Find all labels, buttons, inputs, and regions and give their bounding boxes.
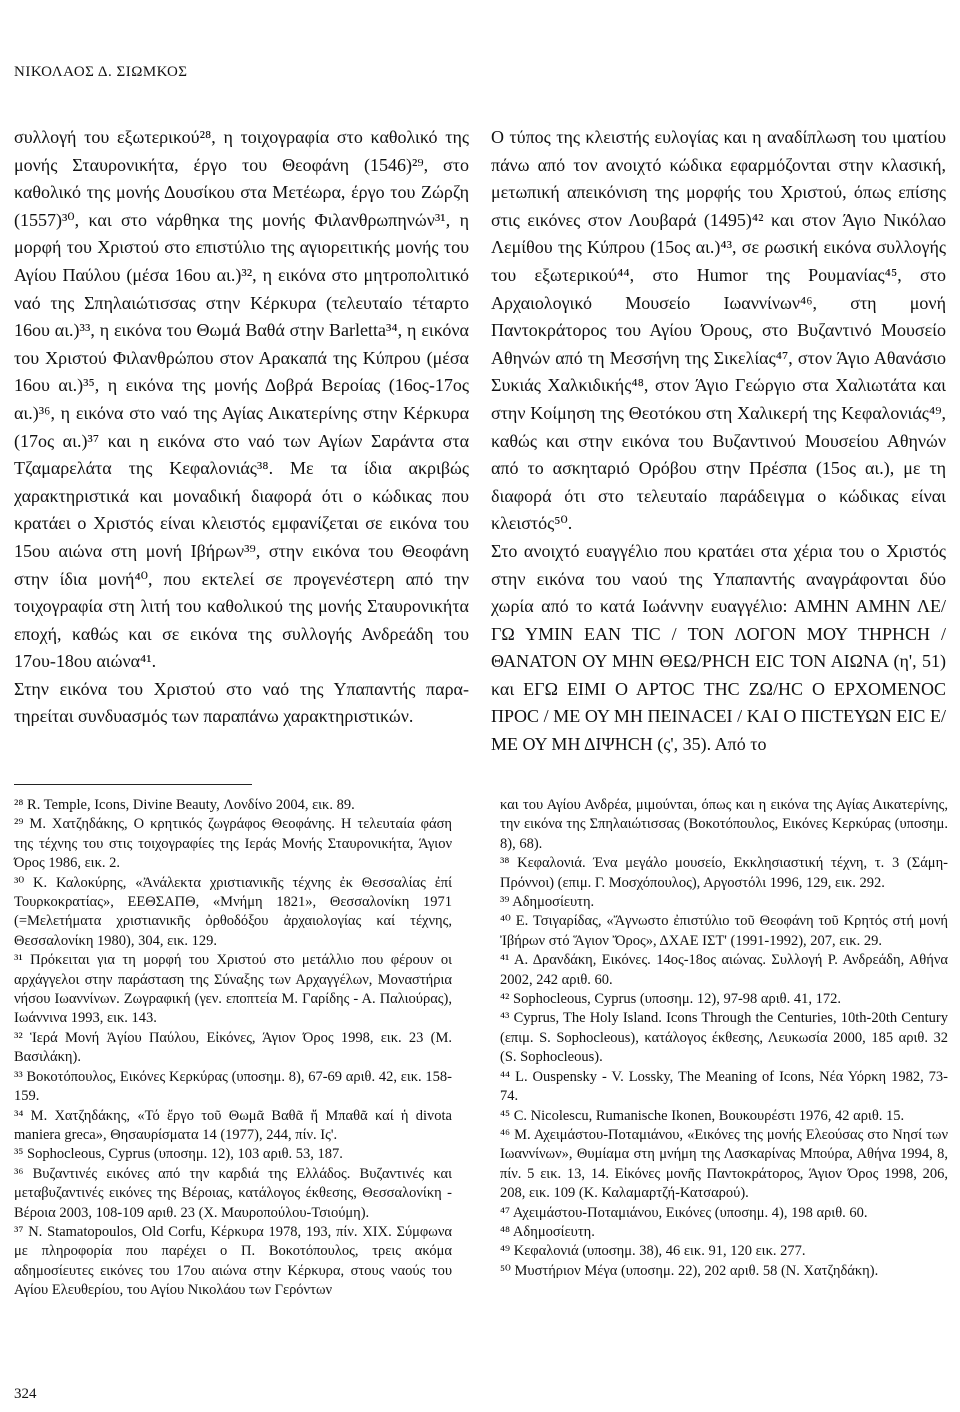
footnote: ³⁶ Βυζαντινές εικόνες από την καρδιά της Ελλάδος. Βυζαντινές και μεταβυζαντινές εικόνες της Βέροιας, κατάλογος έκθεσης, Θεσσαλονίκη - Βέροια 2003, 108-109 αριθ. 23 (Χ. Μαυροπούλου-Τσιούμη).: [14, 1165, 452, 1221]
footnotes-left: [14, 796, 452, 1301]
footnote: ⁴⁵ C. Nicolescu, Rumanische Ikonen, Βουκουρέστι 1976, 42 αριθ. 15.: [500, 1107, 905, 1124]
footnote: ⁵⁰ Μυστήριον Μέγα (υποσημ. 22), 202 αριθ. 58 (Ν. Χατζηδάκη).: [500, 1262, 879, 1279]
footnote: και του Αγίου Ανδρέα, μιμούνται, όπως και η εικόνα της Αγίας Αικατερίνης, την εικόνα της Σπηλαιώτισσας (Βοκοτόπουλος, Εικόνες Κερκύρας (υποσημ. 8), 68).: [500, 797, 948, 852]
running-head: ΝΙΚΟΛΑΟΣ Δ. ΣΙΩΜΚΟΣ: [14, 64, 188, 80]
footnote: ⁴³ Cyprus, The Holy Island. Icons Through the Centuries, 10th-20th Century (επιμ. S. Sophocleous), κατάλογος έκθεσης, Λευκωσία 2000, 185 αριθ. 32 (S. Sophocleous).: [500, 1010, 948, 1066]
right-column: [491, 124, 946, 759]
footnote: ⁴⁹ Κεφαλονιά (υποσημ. 38), 46 εικ. 91, 120 εικ. 277.: [500, 1243, 806, 1260]
footnote: ⁴⁰ Ε. Τσιγαρίδας, «Ἄγνωστο ἐπιστύλιο τοῦ Θεοφάνη τοῦ Κρητός στή μονή Ἰβήρων στό Ἅγιον Ὄρος», ΔΧΑΕ ΙΣΤ' (1991-1992), 207, εικ. 29.: [500, 913, 948, 949]
footnote: ³² Ἱερά Μονή Ἁγίου Παύλου, Εἰκόνες, Άγιον Όρος 1998, εικ. 23 (Μ. Βασιλάκη).: [14, 1029, 452, 1066]
footnote: ³³ Βοκοτόπουλος, Εικόνες Κερκύρας (υποσημ. 8), 67-69 αριθ. 42, εικ. 158-159.: [14, 1068, 452, 1105]
footnote: ³⁸ Κεφαλονιά. Ένα μεγάλο μουσείο, Εκκλησιαστική τέχνη, τ. 3 (Σάμη-Πρόννοι) (επιμ. Γ. Μοσχόπουλος), Αργοστόλι 1996, 129, εικ. 292.: [500, 855, 948, 891]
footnote: ³⁴ Μ. Χατζηδάκης, «Τό ἔργο τοῦ Θωμᾶ Βαθᾶ ἤ Μπαθᾶ καί ἡ divota maniera greca», Θησαυρίσματα 14 (1977), 244, πίν. Ις'.: [14, 1107, 452, 1143]
body-paragraph: συλλογή του εξωτερικού²⁸, η τοιχογραφία στο καθολικό της μονής Σταυρονικήτα, έργο του Θεοφάνη (1546)²⁹, στο καθολικό της μονής Δουσίκου στα Μετέωρα, έργο του Ζώρζη (1557)³⁰, και στο νάρθηκα της μονής Φιλανθρωπηνών³¹, η μορφή του Χριστού στο επιστύλιο της αγιορειτικής μονής του Αγίου Παύλου (μέσα 16ου αι.)³², η εικόνα στο μητροπολιτικό ναό της Σπηλαιώτισσας στην Κέρκυρα (τελευταίο τέταρτο 16ου αι.)³³, η εικόνα του Θωμά Βαθά στην Barletta³⁴, η εικόνα του Χριστού Φιλανθρώπου στον Αρακαπά της Κύπρου (μέσα 16ου αι.)³⁵, η εικόνα της μονής Δοβρά Βεροίας (16ος-17ος αι.)³⁶, η εικόνα στο ναό της Αγίας Αικατερίνης στην Κέρκυρα (17ος αι.)³⁷ και η εικόνα στο ναό των Αγίων Σαράντα στα Τζαμαρελάτα της Κεφαλονιάς³⁸. Με τα ίδια ακριβώς χαρακτηριστικά και μοναδική διαφορά ότι ο κώδικας που κρατάει ο Χριστός είναι κλειστός εμφανίζεται σε εικόνα του 15ου αιώνα στη μονή Ιβήρων³⁹, στην εικόνα του Θεοφάνη στην ίδια μονή⁴⁰, που εκτελεί σε προγενέστερη από την τοιχογραφία στη λιτή του καθολικού της μονής Σταυρονικήτα εποχή, καθώς και σε εικόνα της συλλογής Ανδρεάδη του 17ου-18ου αιώνα⁴¹.: [14, 127, 469, 672]
footnote: ³⁵ Sophocleous, Cyprus (υποσημ. 12), 103 αριθ. 53, 187.: [14, 1146, 343, 1163]
footnote: ⁴⁶ Μ. Αχειμάστου-Ποταμιάνου, «Εικόνες της μονής Ελεούσας στο Νησί των Ιωαννίνων», Θυμίαμα στη μνήμη της Λασκαρίνας Μπούρα, Αθήνα 1994, 8, πίν. 5 εικ. 13, 14. Εἰκόνες μονῆς Παντοκράτορος, Άγιον Όρος 1998, 206, 208, εικ. 109 (Κ. Καλαμαρτζή-Κατσαρού).: [500, 1126, 948, 1202]
footnote: ³¹ Πρόκειται για τη μορφή του Χριστού στο μετάλλιο που φέρουν οι αρχάγγελοι στην παράσταση της Σύναξης των Αρχαγγέλων, Μοναστήρια νήσου Ιωαννίνων. Ζωγραφική (γεν. εποπτεία Μ. Γαρίδης - Α. Παλιούρας), Ιωάννινα 1993, εικ. 143.: [14, 952, 452, 1027]
footnote: ³⁷ N. Stamatopoulos, Old Corfu, Κέρκυρα 1978, 193, πίν. XIX. Σύμφωνα με πληροφορία που παρέχει ο Π. Βοκοτόπουλος, τρεις ακόμα αδημοσίευτες εικόνες του 17ου αιώνα στην Κέρκυρα, στους ναούς του Αγίου Ελευθερίου, του Αγίου Νικολάου των Γερόντων: [14, 1223, 452, 1299]
footnotes-right: [500, 796, 948, 1281]
footnote: ²⁸ R. Temple, Icons, Divine Beauty, Λονδίνο 2004, εικ. 89.: [14, 797, 355, 813]
page-number: 324: [14, 1386, 37, 1402]
body-paragraph: Στην εικόνα του Χριστού στο ναό της Υπαπαντής παρατηρείται συνδυασμός των παραπάνω χαρακτηριστικών.: [14, 678, 469, 727]
body-paragraph: Στο ανοιχτό ευαγγέλιο που κρατάει στα χέρια του ο Χριστός στην εικόνα του ναού της Υπαπαντής αναγράφονται δύο χωρία από το κατά Ιωάννην ευαγγέλιο: ΑΜΗΝ ΑΜΗΝ ΛΕ/ΓΩ ΥΜΙΝ ΕΑΝ ΤΙC / ΤΟΝ ΛΟΓΟΝ ΜΟΥ ΤΗΡΗCΗ / ΘΑΝΑΤΟΝ ΟΥ ΜΗΝ ΘΕΩ/ΡΗCΗ ΕΙC ΤΟΝ ΑΙΩΝΑ (η', 51) και ΕΓΩ ΕΙΜΙ Ο ΑΡΤΟC ΤΗC ΖΩ/ΗC Ο ΕΡΧΟΜΕΝΟC ΠΡΟC / ΜΕ ΟΥ ΜΗ ΠΕΙΝΑCΕΙ / ΚΑΙ Ο ΠΙCΤΕΥΩΝ ΕΙC Ε/ΜΕ ΟΥ ΜΗ ΔΙΨΗCΗ (ς', 35). Από το: [491, 540, 946, 755]
footnote: ⁴¹ Α. Δρανδάκη, Εικόνες. 14ος-18ος αιώνας. Συλλογή Ρ. Ανδρεάδη, Αθήνα 2002, 242 αριθ. 60.: [500, 952, 948, 988]
body-paragraph: Ο τύπος της κλειστής ευλογίας και η αναδίπλωση του ιματίου πάνω από τον ανοιχτό κώδικα εφαρμόζονται στην κλασική, μετωπική απεικόνιση της μορφής του Χριστού, όπως επίσης στις εικόνες στον Λουβαρά (1495)⁴² και στον Άγιο Νικόλαο Λεμίθου της Κύπρου (15ος αι.)⁴³, σε ρωσική εικόνα συλλογής του εξωτερικού⁴⁴, στο Humor της Ρουμανίας⁴⁵, στο Αρχαιολογικό Μουσείο Ιωαννίνων⁴⁶, στη μονή Παντοκράτορος του Αγίου Όρους, στο Βυζαντινό Μουσείο Αθηνών από τη Μεσσήνη της Σικελίας⁴⁷, στον Άγιο Αθανάσιο Συκιάς Χαλκιδικής⁴⁸, στον Άγιο Γεώργιο στα Χαλιωτάτα και στην Κοίμηση της Θεοτόκου στη Χαλικερή της Κεφαλονιάς⁴⁹, καθώς και στην εικόνα του Βυζαντινού Μουσείου Αθηνών από το ασκηταριό Ορόβου στην Πρέσπα (15ος αι.), με τη διαφορά ότι στο τελευταίο παράδειγμα ο κώδικας είναι κλειστός⁵⁰.: [491, 127, 946, 534]
footnote: ⁴⁴ L. Ouspensky - V. Lossky, The Meaning of Icons, Νέα Υόρκη 1982, 73-74.: [500, 1068, 948, 1105]
footnote: ⁴⁸ Αδημοσίευτη.: [500, 1223, 595, 1240]
footnote: ⁴⁷ Αχειμάστου-Ποταμιάνου, Εικόνες (υποσημ. 4), 198 αριθ. 60.: [500, 1204, 868, 1221]
left-column: [14, 124, 469, 731]
footnote: ³⁰ Κ. Καλοκύρης, «Ἀνάλεκτα χριστιανικῆς τέχνης ἐκ Θεσσαλίας ἐπί Τουρκοκρατίας», ΕΕΘΣΑΠΘ, «Μνήμη 1821», Θεσσαλονίκη 1971 (=Μελετήματα χριστιανικῆς ὀρθοδόξου ἀρχαιολογίας καί τέχνης, Θεσσαλονίκη 1980), 304, εικ. 129.: [14, 874, 452, 949]
footnote: ³⁹ Αδημοσίευτη.: [500, 894, 595, 911]
footnote-rule: [14, 784, 252, 785]
footnote: ²⁹ Μ. Χατζηδάκης, Ο κρητικός ζωγράφος Θεοφάνης. Η τελευταία φάση της τέχνης του στις τοιχογραφίες της Ιεράς Μονής Σταυρονικήτα, Άγιον Όρος 1986, εικ. 2.: [14, 816, 452, 872]
footnote: ⁴² Sophocleous, Cyprus (υποσημ. 12), 97-98 αριθ. 41, 172.: [500, 991, 841, 1008]
